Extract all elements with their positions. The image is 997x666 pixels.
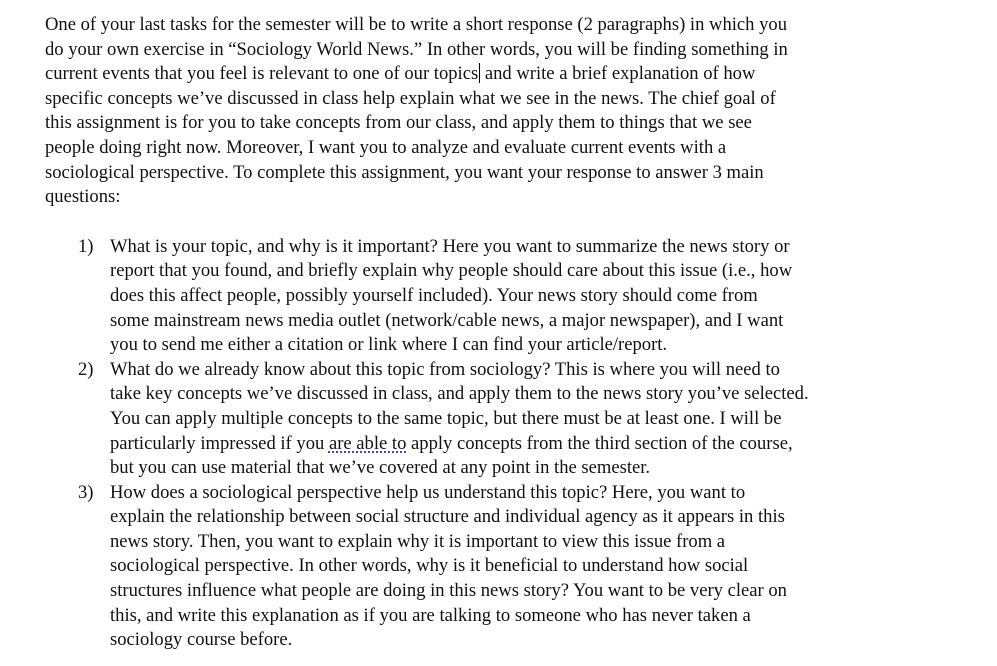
intro-line: questions:: [45, 186, 121, 208]
question-list: [45, 235, 905, 653]
question-line: this, and write this explanation as if you are talking to someone who has never taken a: [110, 604, 751, 626]
question-text: [110, 481, 905, 653]
question-line: sociology course before.: [110, 629, 293, 651]
intro-line: sociological perspective. To complete this assignment, you want your response to answer 3 main: [45, 161, 764, 183]
document-body[interactable]: [45, 13, 905, 653]
question-line: but you can use material that we’ve covered at any point in the semester.: [110, 457, 651, 479]
question-text: [110, 235, 905, 358]
question-item-1: [45, 235, 905, 358]
question-item-3: [45, 481, 905, 653]
question-line: structures influence what people are doing in this news story? You want to be very clear on: [110, 580, 787, 602]
question-number: 2): [78, 358, 94, 380]
question-line-part: apply concepts from the third section of the course,: [406, 432, 793, 454]
question-line: does this affect people, possibly yourself included). Your news story should come from: [110, 284, 758, 306]
intro-line: this assignment is for you to take concepts from our class, and apply them to things that we see: [45, 112, 752, 134]
intro-line: [45, 62, 905, 87]
question-number: 3): [78, 481, 94, 503]
intro-line: specific concepts we’ve discussed in class help explain what we see in the news. The chief goal of: [45, 87, 776, 109]
question-line: you to send me either a citation or link where I can find your article/report.: [110, 334, 668, 356]
question-line: news story. Then, you want to explain why it is important to view this issue from a: [110, 530, 726, 552]
question-line: What is your topic, and why is it important? Here you want to summarize the news story or: [110, 235, 790, 257]
question-line: report that you found, and briefly explain why people should care about this issue (i.e., how: [110, 260, 793, 282]
question-line: sociological perspective. In other words, why is it beneficial to understand how social: [110, 555, 749, 577]
question-line: [110, 432, 905, 457]
question-line: You can apply multiple concepts to the same topic, but there must be at least one. I will be: [110, 407, 782, 429]
question-line: explain the relationship between social structure and individual agency as it appears in this: [110, 506, 785, 528]
question-line: some mainstream news media outlet (network/cable news, a major newspaper), and I want: [110, 309, 784, 331]
question-line: What do we already know about this topic from sociology? This is where you will need to: [110, 358, 780, 380]
question-number: 1): [78, 235, 94, 257]
grammar-suggestion[interactable]: are able to: [328, 432, 407, 454]
question-item-2: [45, 358, 905, 481]
intro-line-part: current events that you feel is relevant to one of our topics: [45, 63, 479, 85]
intro-line: do your own exercise in “Sociology World News.” In other words, you will be finding something in: [45, 38, 788, 60]
question-text: [110, 358, 905, 481]
intro-line-part: and write a brief explanation of how: [480, 63, 756, 85]
question-line-part: particularly impressed if you: [110, 432, 329, 454]
intro-line: people doing right now. Moreover, I want you to analyze and evaluate current events with a: [45, 136, 727, 158]
intro-line: One of your last tasks for the semester will be to write a short response (2 paragraphs) in which you: [45, 14, 788, 35]
question-line: take key concepts we’ve discussed in class, and apply them to the news story you’ve selected.: [110, 383, 809, 405]
question-line: How does a sociological perspective help us understand this topic? Here, you want to: [110, 481, 746, 503]
intro-paragraph: [45, 13, 905, 210]
